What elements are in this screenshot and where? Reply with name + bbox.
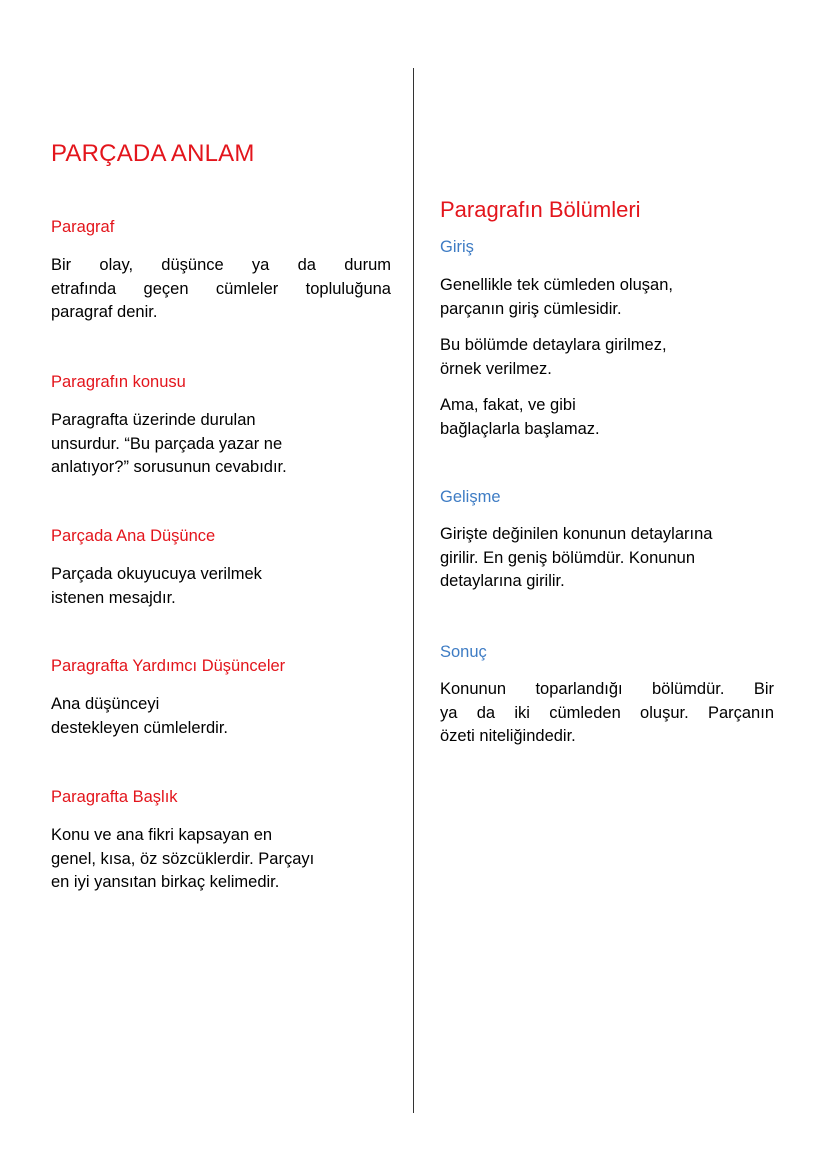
text-line: ya da iki cümleden oluşur. Parçanın	[440, 703, 774, 722]
text-paragraf	[51, 254, 391, 325]
heading-yardimci-dusunceler: Paragrafta Yardımcı Düşünceler	[51, 657, 286, 675]
text-line: Konunun toparlandığı bölümdür. Bir	[440, 680, 774, 698]
text-giris-2	[440, 334, 667, 381]
heading-ana-dusunce: Parçada Ana Düşünce	[51, 527, 216, 545]
text-line: Ana düşünceyi	[51, 695, 160, 713]
text-ana-dusunce	[51, 563, 262, 610]
text-line: genel, kısa, öz sözcüklerdir. Parçayı	[51, 849, 315, 868]
text-line: anlatıyor?” sorusunun cevabıdır.	[51, 458, 287, 476]
text-line: istenen mesajdır.	[51, 588, 176, 607]
text-paragrafin-konusu	[51, 409, 287, 480]
text-line: parçanın giriş cümlesidir.	[440, 299, 622, 318]
text-line: detaylarına girilir.	[440, 572, 565, 590]
text-line: Bir olay, düşünce ya da durum	[51, 256, 391, 274]
heading-gelisme: Gelişme	[440, 488, 501, 506]
text-baslik	[51, 824, 314, 895]
heading-baslik: Paragrafta Başlık	[51, 788, 178, 806]
text-line: özeti niteliğindedir.	[440, 727, 576, 745]
text-line: Genellikle tek cümleden oluşan,	[440, 276, 673, 294]
text-line: paragraf denir.	[51, 303, 158, 321]
text-line: Ama, fakat, ve gibi	[440, 396, 576, 414]
section-title-bolumler: Paragrafın Bölümleri	[440, 197, 641, 222]
text-sonuc	[440, 678, 774, 749]
text-giris-3	[440, 394, 600, 441]
text-giris-1	[440, 274, 673, 321]
text-line: girilir. En geniş bölümdür. Konunun	[440, 548, 695, 567]
text-line: Konu ve ana fikri kapsayan en	[51, 826, 273, 844]
text-line: en iyi yansıtan birkaç kelimedir.	[51, 873, 280, 891]
text-line: etrafında geçen cümleler topluluğuna	[51, 279, 391, 298]
text-line: Girişte değinilen konunun detaylarına	[440, 525, 713, 543]
text-line: Bu bölümde detaylara girilmez,	[440, 336, 667, 354]
heading-paragrafin-konusu: Paragrafın konusu	[51, 373, 186, 391]
text-line: Paragrafta üzerinde durulan	[51, 411, 256, 429]
text-line: destekleyen cümlelerdir.	[51, 718, 229, 737]
text-line: unsurdur. “Bu parçada yazar ne	[51, 434, 283, 453]
text-line: Parçada okuyucuya verilmek	[51, 565, 262, 583]
heading-paragraf: Paragraf	[51, 218, 115, 236]
text-line: bağlaçlarla başlamaz.	[440, 419, 600, 438]
heading-sonuc: Sonuç	[440, 643, 487, 661]
heading-giris: Giriş	[440, 238, 474, 256]
text-gelisme	[440, 523, 712, 594]
text-yardimci-dusunceler	[51, 693, 228, 740]
column-divider	[413, 68, 414, 1113]
text-line: örnek verilmez.	[440, 359, 552, 378]
page-title: PARÇADA ANLAM	[51, 140, 255, 167]
